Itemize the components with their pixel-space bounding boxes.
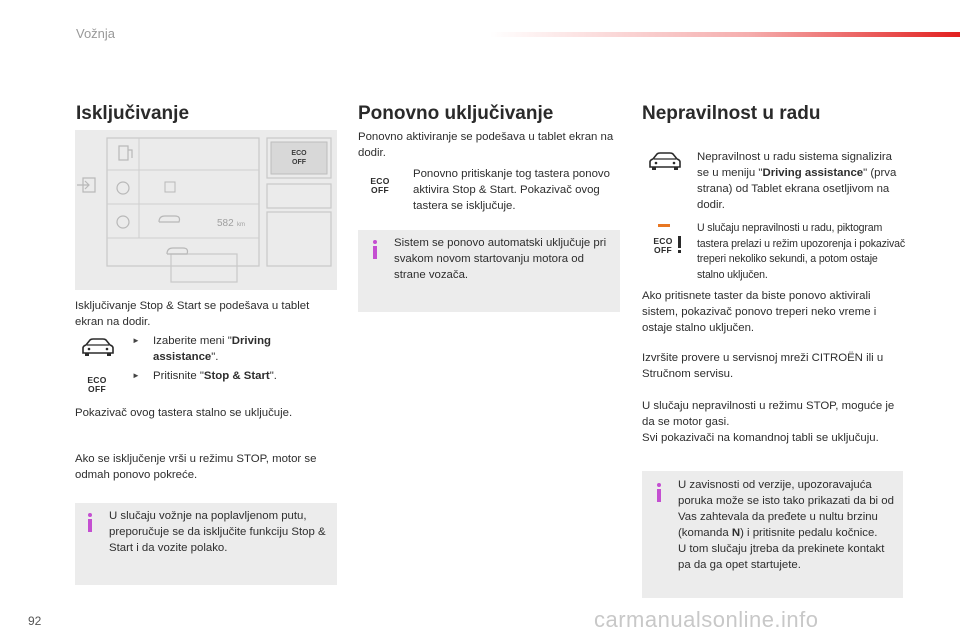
tablet-distance: 582 (217, 218, 234, 229)
exclamation-icon (678, 236, 681, 254)
stopwatch-icon (117, 182, 129, 194)
car-icon (80, 336, 116, 360)
col3-info-text-2: U tom slučaju jtreba da prekinete kontakt pa da ga opet startujete. (678, 543, 885, 571)
col1-bullet-2 (132, 368, 332, 384)
col3-info-post: ) i pritisnite pedalu kočnice. (740, 527, 878, 539)
footer-watermark: carmanualsonline.info (594, 607, 819, 632)
col3-para-2: Izvršite provere u servisnoj mreži CITROËN ili u Stručnom servisu. (642, 352, 884, 380)
fuel-icon (119, 146, 132, 160)
tablet-eco-line1: ECO (291, 150, 307, 157)
eco-off-icon (84, 376, 110, 394)
col1-info-text: U slučaju vožnje na poplavljenom putu, preporučuje se da isključite funkciju Stop & Start i da vozite polako. (109, 510, 326, 554)
eco-off-line2: OFF (88, 384, 106, 394)
tablet-distance-unit: km (237, 222, 245, 228)
col1-bullet2-pre: Pritisnite " (153, 370, 204, 382)
header-section-label: Vožnja (76, 26, 116, 41)
footer-page-number: 92 (28, 614, 42, 628)
door-arrow-icon (77, 178, 95, 192)
col1-bullet1-bold: Driving assistance (153, 335, 272, 363)
warning-orange-bar (658, 224, 670, 227)
eco-off-line1: ECO (370, 176, 390, 186)
tablet-screen-drawing (75, 130, 337, 290)
eco-off-line1: ECO (653, 236, 673, 246)
arrow-bullet-icon: ► (132, 336, 140, 345)
col3-para-1: Ako pritisnete taster da biste ponovo aktivirali sistem, pokazivač ponovo treperi neko vreme i ostaje stalno uključen. (642, 290, 877, 334)
col3-para-3a: U slučaju nepravilnosti u režimu STOP, moguće je da se motor gasi. (642, 400, 895, 428)
col3-eco-text: U slučaju nepravilnosti u radu, piktogram tastera prelazi u režim upozorenja i pokazivač treperi nekoliko sekundi, a potom ostaje stalno uključen. (697, 222, 906, 281)
info-icon (85, 513, 95, 533)
col2-info-box (358, 230, 620, 312)
col3-car-text-post: " (prva strana) od Tablet ekrana osetljivom na dodir. (697, 167, 897, 211)
col2-eco-text: Ponovno pritiskanje tog tastera ponovo aktivira Stop & Start. Pokazivač ovog tastera se isključuje. (413, 168, 610, 212)
col3-car-text-pre: Nepravilnost u radu sistema signalizira se u meniju " (697, 151, 892, 179)
eco-off-line2: OFF (371, 185, 389, 195)
col3-title: Nepravilnost u radu (642, 103, 821, 124)
col3-para-3 (642, 398, 907, 446)
info-icon (370, 240, 380, 260)
eco-off-line2: OFF (654, 245, 672, 255)
col3-info-pre: U zavisnosti od verzije, upozoravajuća poruka može se isto tako prikazati da bi od Vas zahtevala da pređete u nultu brzinu (komanda (678, 479, 894, 539)
arrow-bullet-icon: ► (132, 371, 140, 380)
col1-bullet2-bold: Stop & Start (203, 370, 270, 382)
col1-title: Isključivanje (76, 103, 190, 124)
tablet-screen-illustration (75, 130, 337, 290)
col1-para-1: Pokazivač ovog tastera stalno se uključuje. (75, 407, 293, 419)
col1-para-2: Ako se isključenje vrši u režimu STOP, motor se odmah ponovo pokreće. (75, 453, 317, 481)
col1-bullet-1 (132, 333, 332, 365)
col2-intro: Ponovno aktiviranje se podešava u tablet ekran na dodir. (358, 131, 614, 159)
col3-info-text (678, 477, 894, 573)
car-outline-icon (167, 248, 188, 254)
col3-car-text (697, 149, 907, 213)
image-icon (165, 182, 175, 192)
eco-off-warning-icon (650, 224, 686, 260)
col1-intro: Isključivanje Stop & Start se podešava u tablet ekran na dodir. (75, 300, 310, 328)
col3-car-text-bold: Driving assistance (762, 167, 864, 179)
timer-icon (117, 216, 129, 228)
col1-bullet2-post: ". (269, 370, 277, 382)
col1-bullet1-post: ". (211, 351, 219, 363)
tablet-eco-line2: OFF (292, 159, 306, 166)
col3-info-box (642, 471, 903, 598)
eco-off-icon (367, 177, 393, 195)
col1-bullet1-pre: Izaberite meni " (153, 335, 232, 347)
col3-para-3b: Svi pokazivači na komandnoj tabli se uključuju. (642, 432, 879, 444)
car-icon (647, 150, 683, 174)
col2-title: Ponovno uključivanje (358, 103, 554, 124)
eco-off-line1: ECO (87, 375, 107, 385)
header-accent-bar (490, 32, 960, 37)
car-range-icon (159, 216, 180, 222)
col1-info-box (75, 503, 337, 585)
info-icon (654, 483, 664, 503)
col3-info-bold: N (731, 527, 741, 539)
col2-info-text: Sistem se ponovo automatski uključuje pri svakom novom startovanju motora od strane vozača. (394, 237, 607, 281)
